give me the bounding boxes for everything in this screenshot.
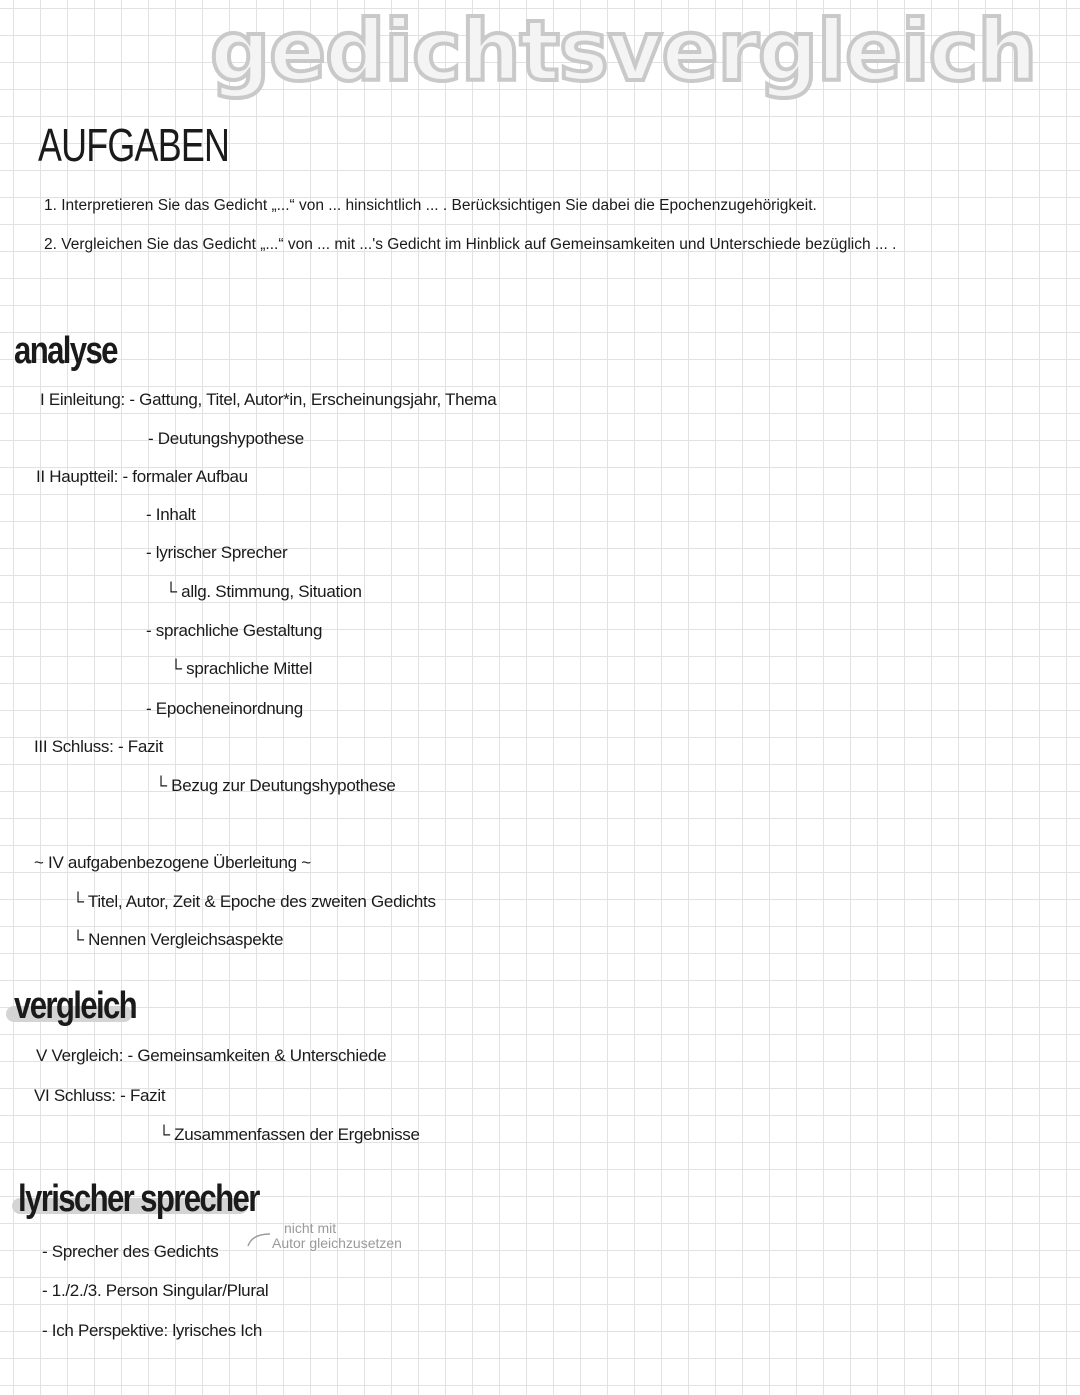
note-line: Autor gleichzusetzen — [272, 1235, 402, 1251]
task-1: 1. Interpretieren Sie das Gedicht „...“ von ... hinsichtlich ... . Berücksichtigen Sie dabei die Epochenzugehörigkeit. — [44, 197, 817, 214]
sprecher-line: - Sprecher des Gedichts — [42, 1242, 219, 1261]
vergleich-heading: vergleich — [14, 985, 137, 1027]
vergleich-line: VI Schluss: - Fazit — [34, 1086, 166, 1105]
analyse-line: - Inhalt — [146, 505, 196, 524]
task-2: 2. Vergleichen Sie das Gedicht „...“ von ... mit ...'s Gedicht im Hinblick auf Gemeinsamkeiten und Unterschiede bezüglich ... . — [44, 236, 897, 253]
analyse-line: └ Nennen Vergleichsaspekte — [72, 930, 284, 949]
analyse-line: └ Titel, Autor, Zeit & Epoche des zweiten Gedichts — [72, 892, 436, 911]
page-title: gedichtsvergleich — [210, 2, 1037, 100]
analyse-line: - sprachliche Gestaltung — [146, 621, 323, 640]
analyse-line: └ sprachliche Mittel — [170, 659, 313, 678]
note-line: nicht mit — [284, 1220, 337, 1236]
analyse-line: └ Bezug zur Deutungshypothese — [155, 776, 396, 795]
analyse-line: - Deutungshypothese — [148, 429, 304, 448]
analyse-line: └ allg. Stimmung, Situation — [165, 582, 362, 601]
analyse-line: - Epocheneinordnung — [146, 699, 303, 718]
vergleich-line: └ Zusammenfassen der Ergebnisse — [158, 1125, 420, 1144]
analyse-line: III Schluss: - Fazit — [34, 737, 164, 756]
sprecher-line: - 1./2./3. Person Singular/Plural — [42, 1281, 269, 1300]
sprecher-line: - Ich Perspektive: lyrisches Ich — [42, 1321, 262, 1340]
aufgaben-heading: AUFGABEN — [38, 119, 230, 171]
note-connector — [244, 1226, 274, 1248]
analyse-line: I Einleitung: - Gattung, Titel, Autor*in, Erscheinungsjahr, Thema — [40, 390, 497, 409]
sprecher-heading: lyrischer sprecher — [18, 1178, 259, 1220]
analyse-line: - lyrischer Sprecher — [146, 543, 288, 562]
analyse-heading: analyse — [14, 330, 117, 372]
vergleich-line: V Vergleich: - Gemeinsamkeiten & Unterschiede — [36, 1046, 387, 1065]
analyse-line: ~ IV aufgabenbezogene Überleitung ~ — [34, 853, 311, 872]
analyse-line: II Hauptteil: - formaler Aufbau — [36, 467, 248, 486]
